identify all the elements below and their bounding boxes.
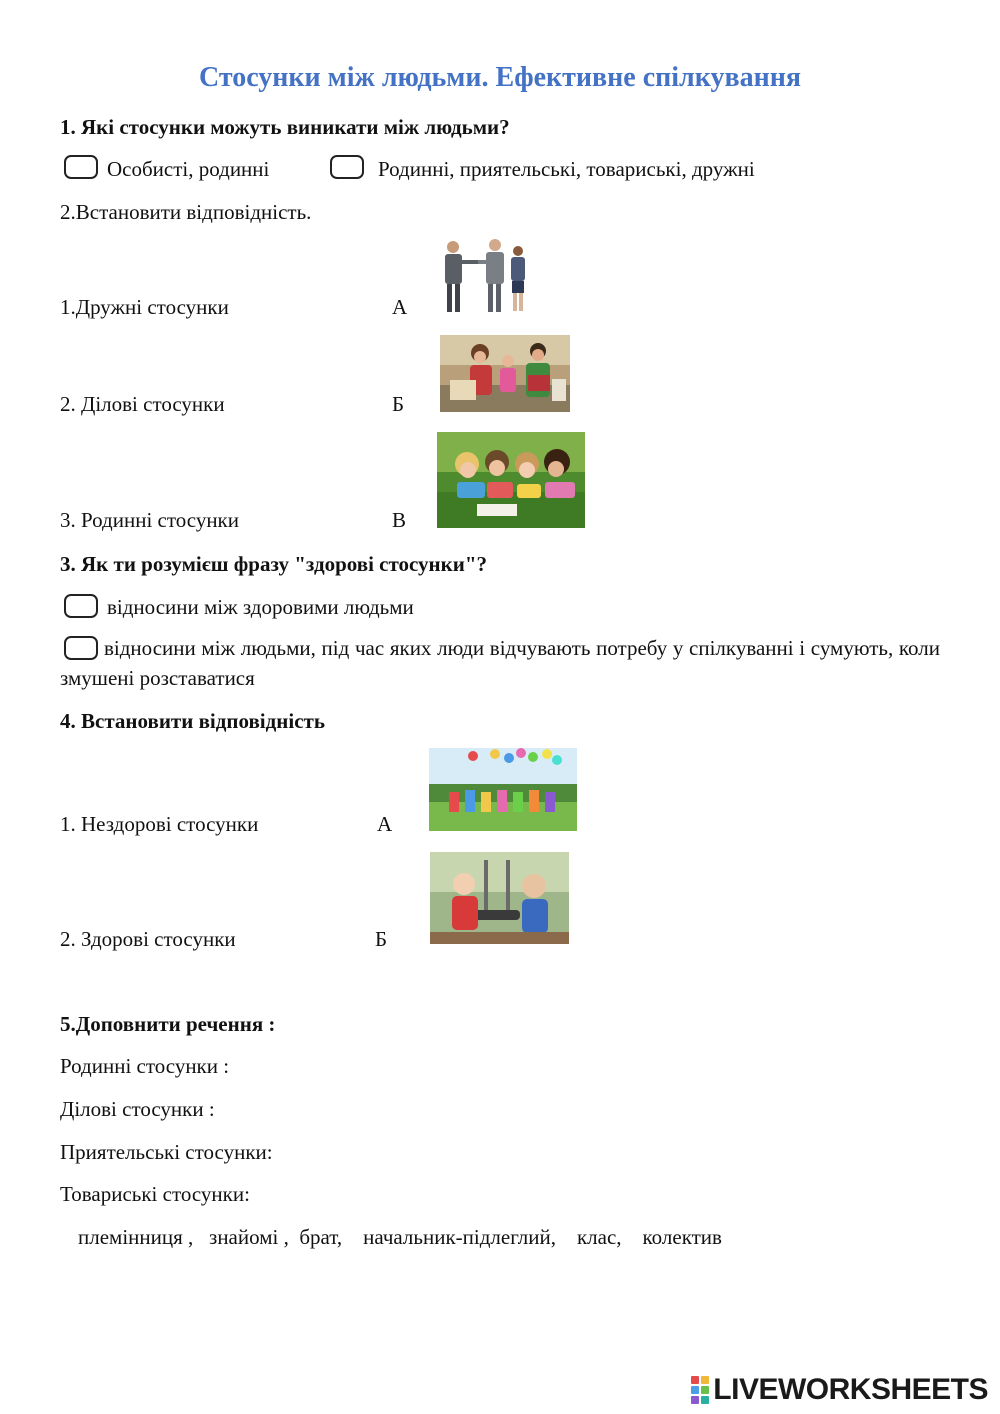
question-3: 3. Як ти розумієш фразу "здорові стосунки"? (60, 552, 488, 576)
checkbox-q3-option-1[interactable] (64, 594, 98, 618)
toddlers-playground-image (430, 852, 569, 944)
word-bank: племінниця , знайомі , брат, начальник-підлеглий, клас, колектив (78, 1225, 722, 1249)
checkbox-q1-option-1[interactable] (64, 155, 98, 179)
q2-letter-b[interactable]: Б (392, 392, 405, 416)
question-1: 1. Які стосунки можуть виникати між людьми? (60, 115, 510, 139)
brand-name: LIVEWORKSHEETS (713, 1373, 988, 1406)
q1-option-1-label: Особисті, родинні (107, 157, 270, 181)
q2-item-3: 3. Родинні стосунки (60, 508, 240, 532)
q1-option-2-label: Родинні, приятельські, товариські, дружні (378, 157, 755, 181)
q4-letter-a[interactable]: А (377, 812, 393, 836)
page-title: Стосунки між людьми. Ефективне спілкування (198, 62, 802, 93)
q4-letter-b[interactable]: Б (375, 927, 388, 951)
logo-grid-icon (691, 1376, 709, 1404)
q4-item-2: 2. Здорові стосунки (60, 927, 236, 951)
q4-item-1: 1. Нездорові стосунки (60, 812, 259, 836)
checkbox-q1-option-2[interactable] (330, 155, 364, 179)
q2-letter-v[interactable]: В (392, 508, 407, 532)
business-people-image (440, 238, 530, 314)
q3-option-2-label: відносини між людьми, під час яких люди відчувають потребу у спілкуванні і сумують, коли змушені розставатися (60, 636, 940, 690)
question-4: 4. Встановити відповідність (60, 709, 325, 733)
question-5: 5.Доповнити речення : (60, 1012, 276, 1036)
q5-line-3[interactable]: Приятельські стосунки: (60, 1140, 273, 1164)
q2-item-1: 1.Дружні стосунки (60, 295, 229, 319)
q5-line-4[interactable]: Товариські стосунки: (60, 1182, 250, 1206)
q2-item-2: 2. Ділові стосунки (60, 392, 225, 416)
kids-reading-image (437, 432, 585, 528)
kids-balloons-image (429, 748, 577, 831)
question-2: 2.Встановити відповідність. (60, 200, 312, 224)
q5-line-2[interactable]: Ділові стосунки : (60, 1097, 215, 1121)
q2-letter-a[interactable]: А (392, 295, 408, 319)
family-shopping-image (440, 335, 570, 412)
q5-line-1[interactable]: Родинні стосунки : (60, 1054, 230, 1078)
q3-option-1-label: відносини між здоровими людьми (107, 595, 414, 619)
liveworksheets-logo (691, 1374, 988, 1406)
